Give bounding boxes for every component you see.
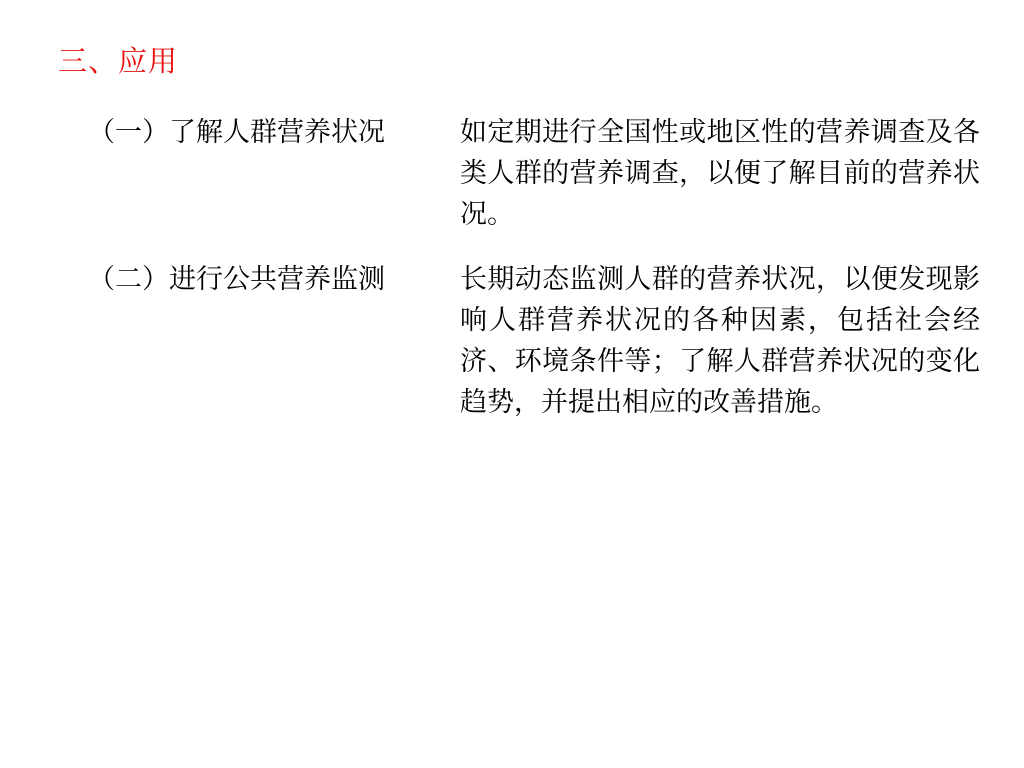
spacer: [88, 249, 1008, 259]
list-item-label: （一）了解人群营养状况: [88, 117, 385, 148]
slide-body: [88, 112, 1008, 437]
list-item-label: （二）进行公共营养监测: [88, 264, 385, 296]
page-title: 三、应用: [58, 44, 179, 78]
list-item: [88, 259, 1008, 423]
list-item-text: 如定期进行全国性或地区性的营养调查及各类人群的营养调查，以便了解目前的营养状况。: [460, 117, 980, 231]
list-item-text: 长期动态监测人群的营养状况，以便发现影响人群营养状况的各种因素，包括社会经济、环境条件等；了解人群营养状况的变化趋势，并提出相应的改善措施。: [460, 264, 980, 419]
list-item: [88, 112, 1008, 235]
